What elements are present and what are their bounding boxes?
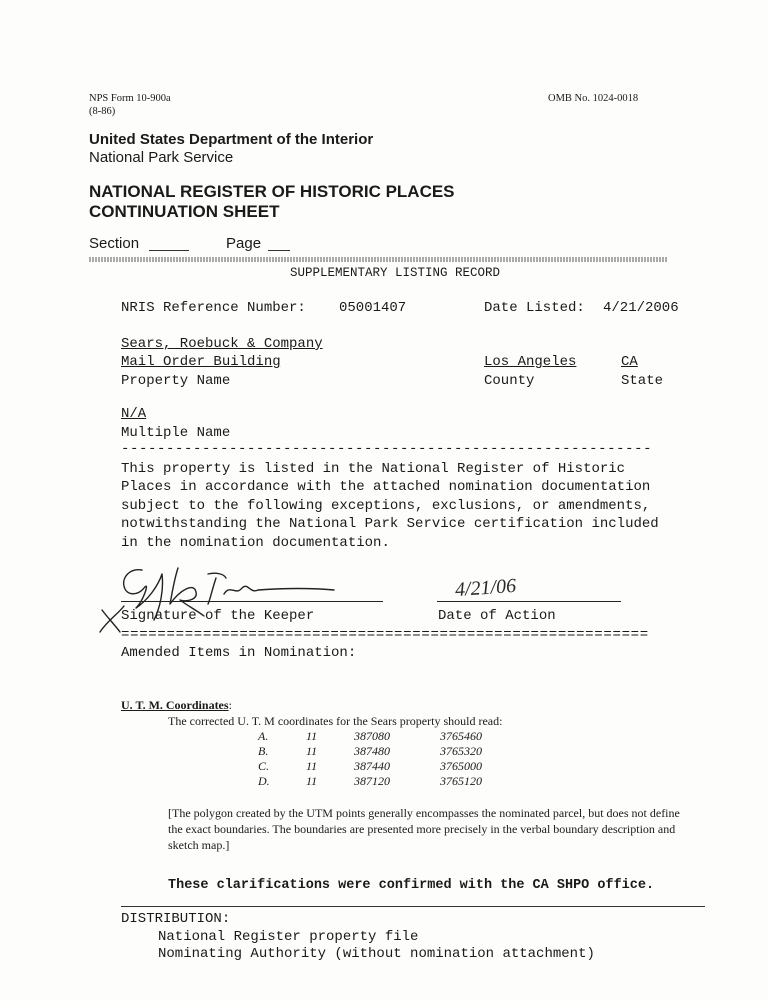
distribution-heading: DISTRIBUTION:: [121, 911, 231, 927]
utm-easting: 387080: [354, 729, 390, 743]
county-label: County: [484, 373, 535, 389]
table-row: [258, 774, 482, 789]
action-date-label: Date of Action: [438, 608, 556, 624]
statement-line-5: in the nomination documentation.: [121, 535, 390, 551]
amended-items-label: Amended Items in Nomination:: [121, 645, 357, 661]
date-listed-label: Date Listed:: [484, 300, 585, 316]
service-name: National Park Service: [89, 149, 234, 166]
section-blank: [149, 250, 189, 251]
signature-line: [121, 601, 383, 602]
equals-divider: ==========================================================: [121, 627, 649, 643]
table-row: [258, 759, 482, 774]
form-date: (8-86): [89, 106, 116, 117]
utm-heading-wrap: U. T. M. Coordinates:: [121, 698, 232, 712]
utm-note-line-2: the exact boundaries. The boundaries are presented more precisely in the verbal boundary description and: [168, 822, 676, 836]
omb-number: OMB No. 1024-0018: [548, 93, 639, 104]
state-label: State: [621, 373, 664, 389]
record-heading: SUPPLEMENTARY LISTING RECORD: [290, 266, 501, 280]
utm-point: D.: [258, 774, 270, 788]
utm-zone: 11: [306, 759, 318, 773]
form-title: NATIONAL REGISTER OF HISTORIC PLACES: [89, 182, 455, 201]
utm-northing: 3765320: [440, 744, 482, 758]
utm-northing: 3765460: [440, 729, 482, 743]
county-value: Los Angeles: [484, 354, 577, 370]
utm-easting: 387480: [354, 744, 390, 758]
utm-zone: 11: [306, 744, 318, 758]
clarification-statement: These clarifications were confirmed with the CA SHPO office.: [168, 878, 655, 893]
utm-easting: 387440: [354, 759, 390, 773]
property-name-line2: Mail Order Building: [121, 354, 281, 370]
statement-line-2: Places in accordance with the attached nomination documentation: [121, 479, 651, 495]
table-row: [258, 744, 482, 759]
statement-line-1: This property is listed in the National Register of Historic: [121, 461, 626, 477]
form-subtitle: CONTINUATION SHEET: [89, 202, 280, 221]
utm-point: A.: [258, 729, 269, 743]
utm-zone: 11: [306, 774, 318, 788]
multiple-name-label: Multiple Name: [121, 425, 231, 441]
property-name-label: Property Name: [121, 373, 231, 389]
statement-line-3: subject to the following exceptions, exclusions, or amendments,: [121, 498, 651, 514]
department-name: United States Department of the Interior: [89, 131, 374, 148]
distribution-item: Nominating Authority (without nomination attachment): [158, 946, 595, 962]
utm-northing: 3765120: [440, 774, 482, 788]
utm-zone: 11: [306, 729, 318, 743]
header-divider: [89, 257, 667, 262]
utm-point: C.: [258, 759, 270, 773]
dash-divider: -----------------------------------------------------------: [121, 441, 653, 457]
date-listed-value: 4/21/2006: [603, 300, 679, 316]
section-label: Section: [89, 235, 140, 252]
utm-northing: 3765000: [440, 759, 482, 773]
utm-point: B.: [258, 744, 269, 758]
action-date-line: [437, 601, 621, 602]
nris-label: NRIS Reference Number:: [121, 300, 306, 316]
utm-note-line-3: sketch map.]: [168, 838, 230, 852]
distribution-divider: [121, 906, 705, 907]
statement-line-4: notwithstanding the National Park Service certification included: [121, 516, 659, 532]
distribution-item: National Register property file: [158, 929, 419, 945]
signature-label: Signature of the Keeper: [121, 608, 315, 624]
form-number: NPS Form 10-900a: [89, 93, 171, 104]
table-row: [258, 729, 482, 744]
page-label: Page: [226, 235, 262, 252]
utm-table: [258, 729, 482, 789]
utm-heading: U. T. M. Coordinates: [121, 698, 229, 712]
property-name-line1: Sears, Roebuck & Company: [121, 336, 323, 352]
state-value: CA: [621, 354, 638, 370]
page-blank: [268, 250, 290, 251]
utm-note-line-1: [The polygon created by the UTM points generally encompasses the nominated parcel, but does not define: [168, 806, 680, 820]
nris-value: 05001407: [339, 300, 407, 316]
handwritten-action-date: 4/21/06: [454, 574, 517, 602]
multiple-name-value: N/A: [121, 406, 147, 422]
utm-easting: 387120: [354, 774, 390, 788]
utm-intro: The corrected U. T. M coordinates for the Sears property should read:: [168, 714, 503, 728]
